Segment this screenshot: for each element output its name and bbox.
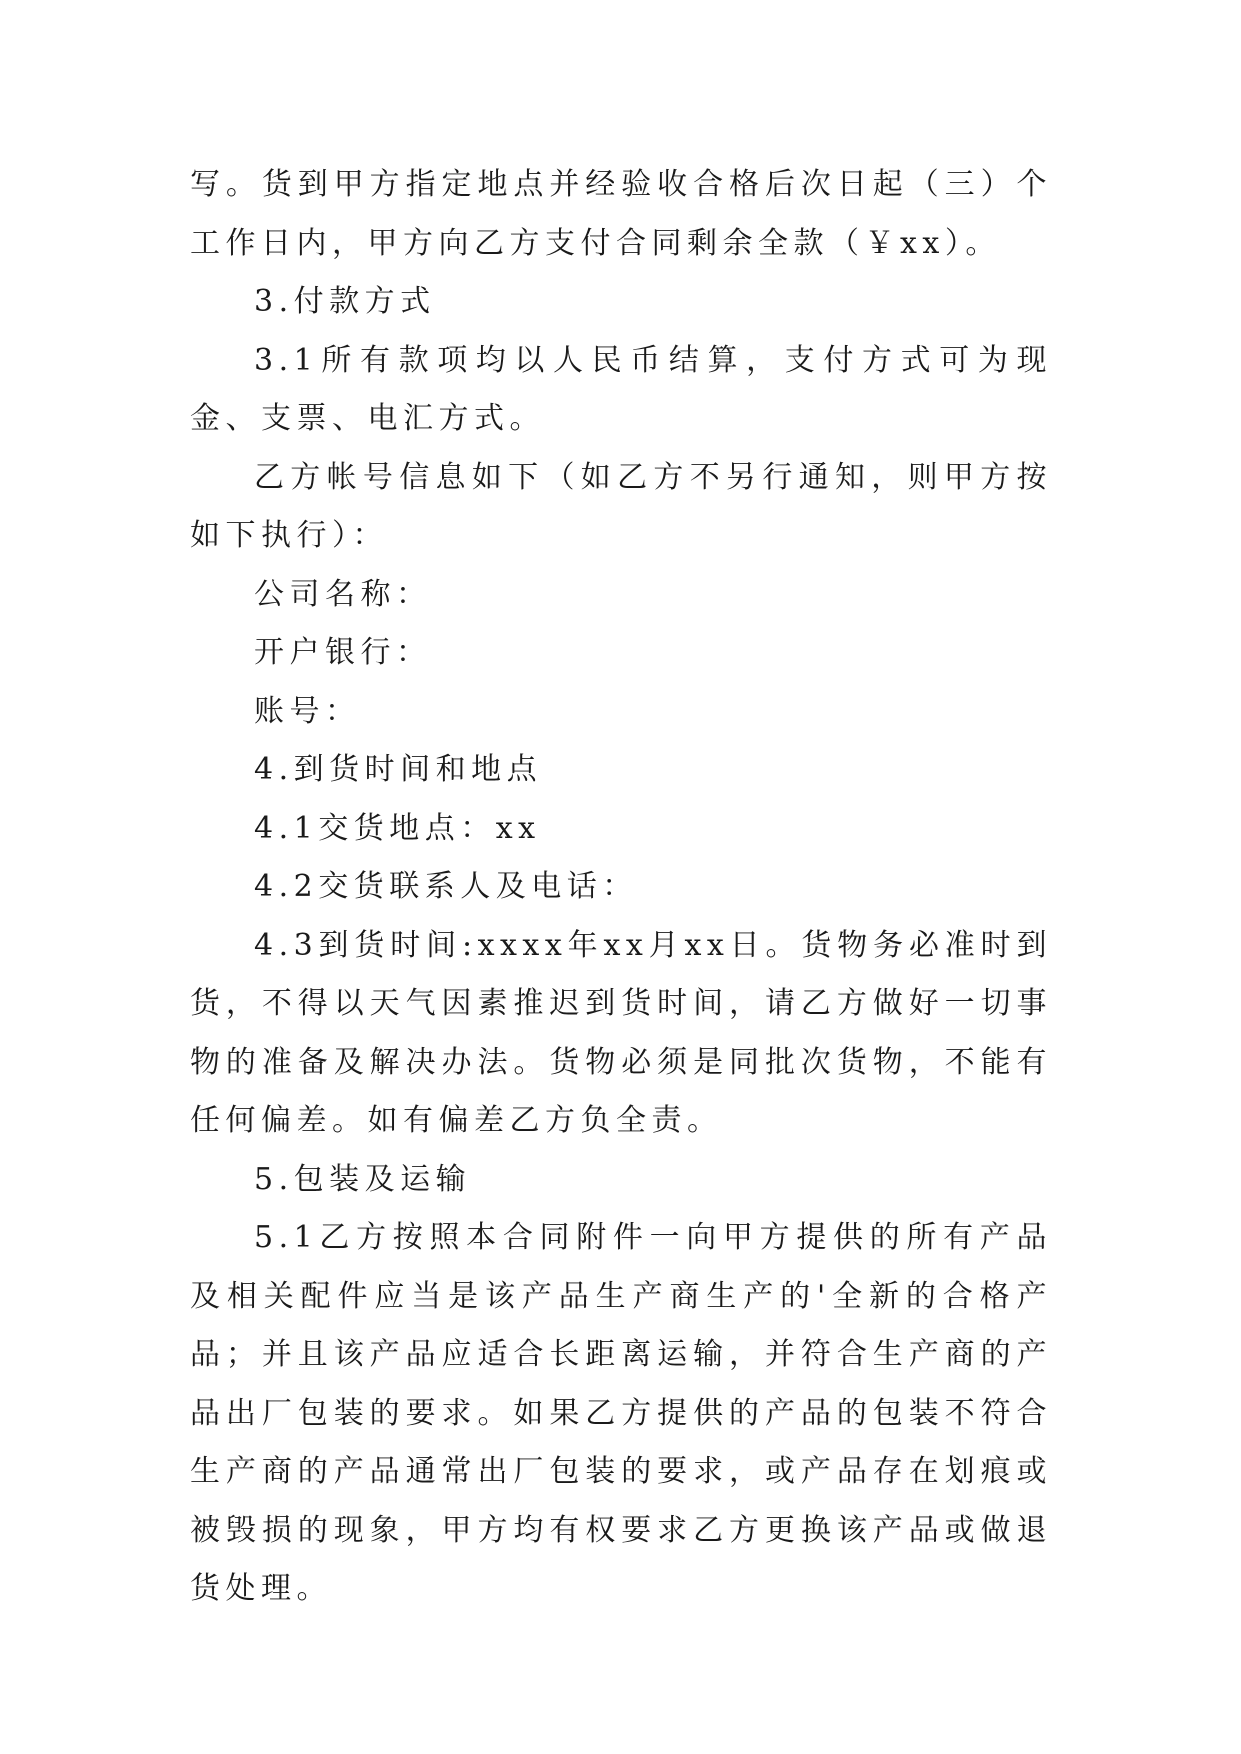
paragraph-clause-3-1: 3.1所有款项均以人民币结算，支付方式可为现金、支票、电汇方式。 — [190, 342, 1052, 436]
paragraph-clause-4-1: 4.1交货地点：xx — [254, 810, 541, 846]
paragraph-clause-5-1: 5.1乙方按照本合同附件一向甲方提供的所有产品及相关配件应当是该产品生产商生产的'全新的合格产品；并且该产品应适合长距离运输，并符合生产商的产品出厂包装的要求。如果乙方提供的产品的包装不符合生产商的产品通常出厂包装的要求，或产品存在划痕或被毁损的现象，甲方均有权要求乙方更换该产品或做退货处理。 — [190, 1220, 1052, 1606]
field-bank: 开户银行： — [254, 635, 432, 670]
paragraph-account-info: 乙方帐号信息如下（如乙方不另行通知，则甲方按如下执行）： — [190, 459, 1052, 553]
paragraph-payment-continuation: 写。货到甲方指定地点并经验收合格后次日起（三）个工作日内，甲方向乙方支付合同剩余全款（￥xx）。 — [190, 167, 1052, 261]
heading-delivery: 4.到货时间和地点 — [254, 752, 543, 787]
field-account-number: 账号： — [254, 693, 361, 729]
heading-payment-method: 3.付款方式 — [254, 284, 436, 319]
field-company-name: 公司名称： — [254, 576, 432, 612]
paragraph-clause-4-2: 4.2交货联系人及电话： — [254, 869, 638, 904]
paragraph-clause-4-3: 4.3到货时间:xxxx年xx月xx日。货物务必准时到货，不得以天气因素推迟到货时间，请乙方做好一切事物的准备及解决办法。货物必须是同批次货物，不能有任何偏差。如有偏差乙方负全责。 — [190, 927, 1052, 1138]
document-body — [190, 156, 1052, 1619]
heading-packaging: 5.包装及运输 — [254, 1161, 472, 1197]
